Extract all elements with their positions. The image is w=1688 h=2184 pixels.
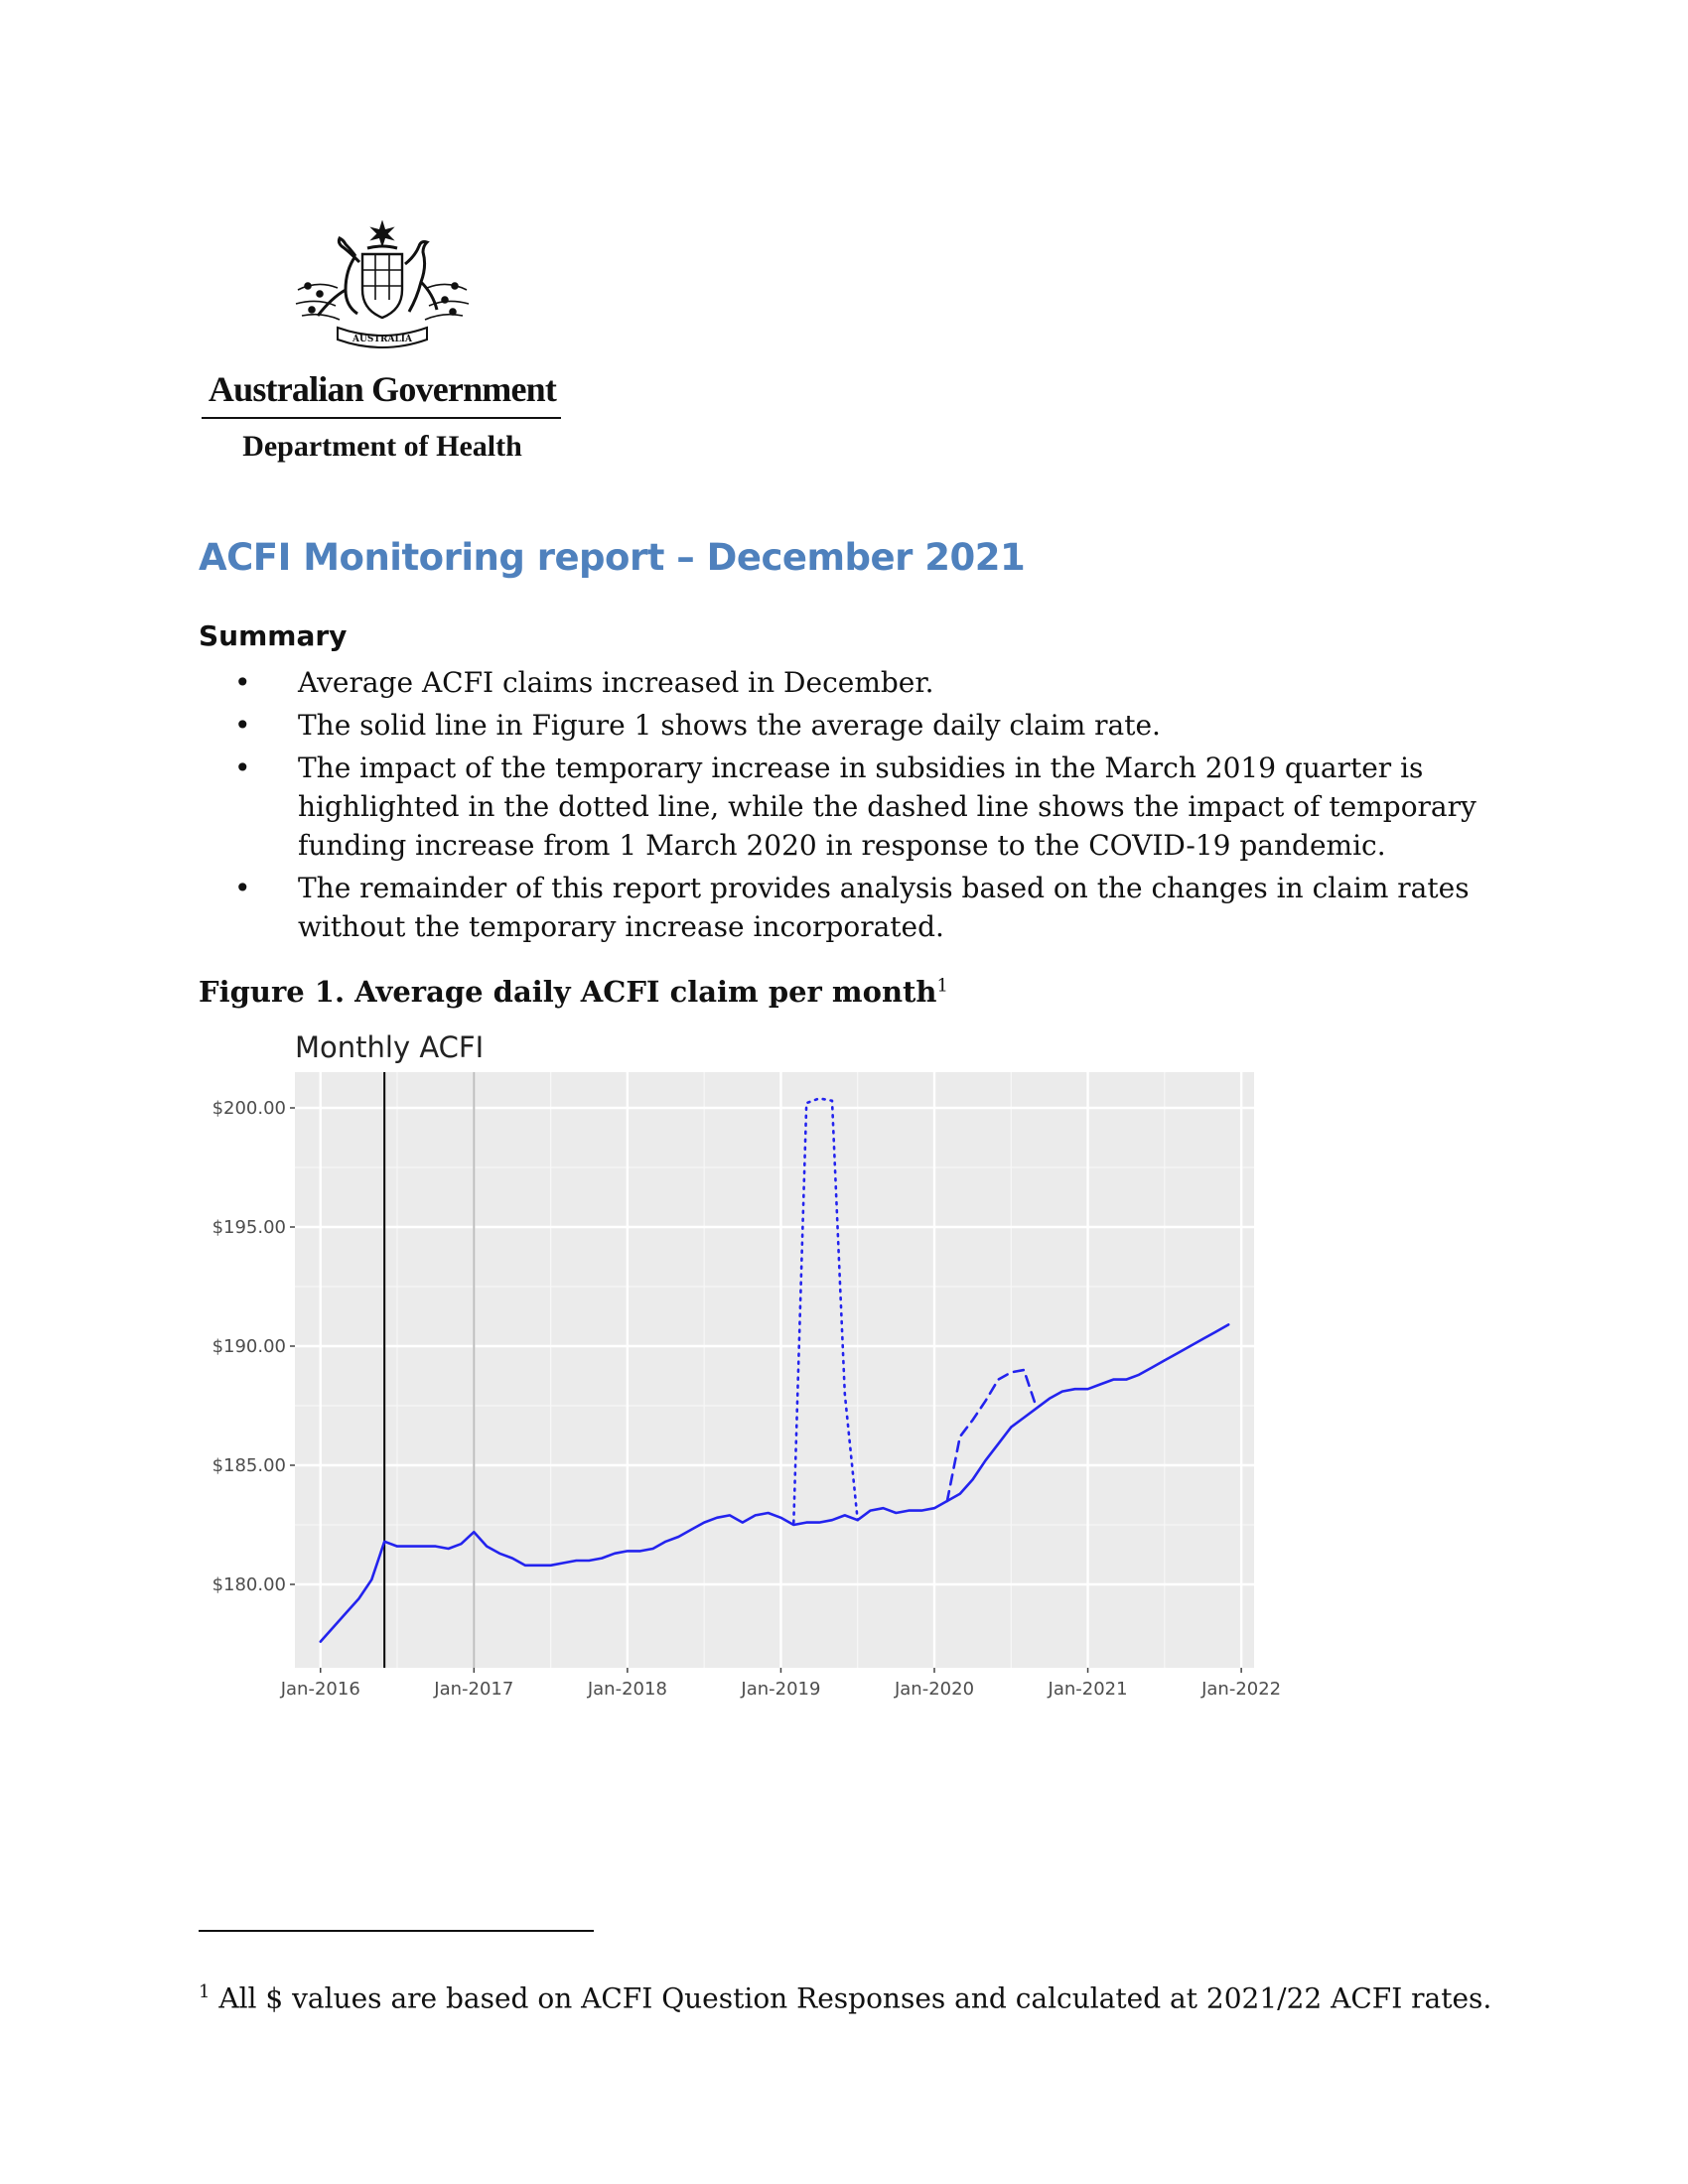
- monthly-acfi-chart: [189, 1023, 1281, 1747]
- figure-caption: [199, 975, 948, 1009]
- bullet-icon: •: [234, 872, 251, 904]
- y-tick-label: $200.00: [211, 1098, 286, 1119]
- list-item-text: Average ACFI claims increased in December.: [298, 666, 934, 699]
- figure-caption-text: Figure 1. Average daily ACFI claim per month: [199, 975, 937, 1009]
- summary-list: [199, 663, 1519, 950]
- emblem-text: AUSTRALIA: [352, 335, 413, 344]
- y-tick-label: $180.00: [211, 1574, 286, 1595]
- x-tick-label: Jan-2017: [434, 1679, 514, 1700]
- x-tick-label: Jan-2019: [741, 1679, 821, 1700]
- x-tick-label: Jan-2021: [1048, 1679, 1128, 1700]
- list-item-text: The remainder of this report provides analysis based on the changes in claim rates without the temporary increase incorporated.: [298, 872, 1470, 943]
- x-tick-label: Jan-2020: [894, 1679, 975, 1700]
- bullet-icon: •: [234, 666, 251, 699]
- y-tick-label: $195.00: [211, 1217, 286, 1238]
- list-item: [199, 869, 1519, 946]
- list-item: [199, 706, 1519, 745]
- list-item-text: The impact of the temporary increase in subsidies in the March 2019 quarter is highlighted in the dotted line, while the dashed line shows the impact of temporary funding increase from 1 March 2020 in response to the COVID-19 pandemic.: [298, 751, 1477, 862]
- list-item: [199, 663, 1519, 702]
- x-tick-label: Jan-2016: [280, 1679, 360, 1700]
- government-name: Australian Government: [208, 369, 557, 409]
- footnote-text: All $ values are based on ACFI Question Responses and calculated at 2021/22 ACFI rates.: [210, 1981, 1492, 2015]
- y-tick-label: $185.00: [211, 1455, 286, 1476]
- x-tick-label: Jan-2022: [1201, 1679, 1281, 1700]
- page-title: ACFI Monitoring report – December 2021: [199, 536, 1026, 579]
- department-name: Department of Health: [242, 430, 522, 463]
- summary-heading: Summary: [199, 619, 348, 652]
- chart-title: Monthly ACFI: [295, 1030, 485, 1064]
- list-item: [199, 749, 1519, 865]
- footnote-divider: [199, 1930, 594, 1932]
- y-tick-label: $190.00: [211, 1336, 286, 1357]
- footnote-reference[interactable]: 1: [936, 975, 948, 997]
- footnote: [199, 1981, 1491, 2014]
- bullet-icon: •: [234, 751, 251, 784]
- bullet-icon: •: [234, 709, 251, 742]
- coat-of-arms-emblem: [288, 220, 477, 359]
- header-divider: [202, 417, 561, 419]
- footnote-marker: 1: [199, 1981, 211, 2002]
- plot-panel: [295, 1072, 1254, 1668]
- list-item-text: The solid line in Figure 1 shows the average daily claim rate.: [298, 709, 1161, 742]
- x-tick-label: Jan-2018: [587, 1679, 667, 1700]
